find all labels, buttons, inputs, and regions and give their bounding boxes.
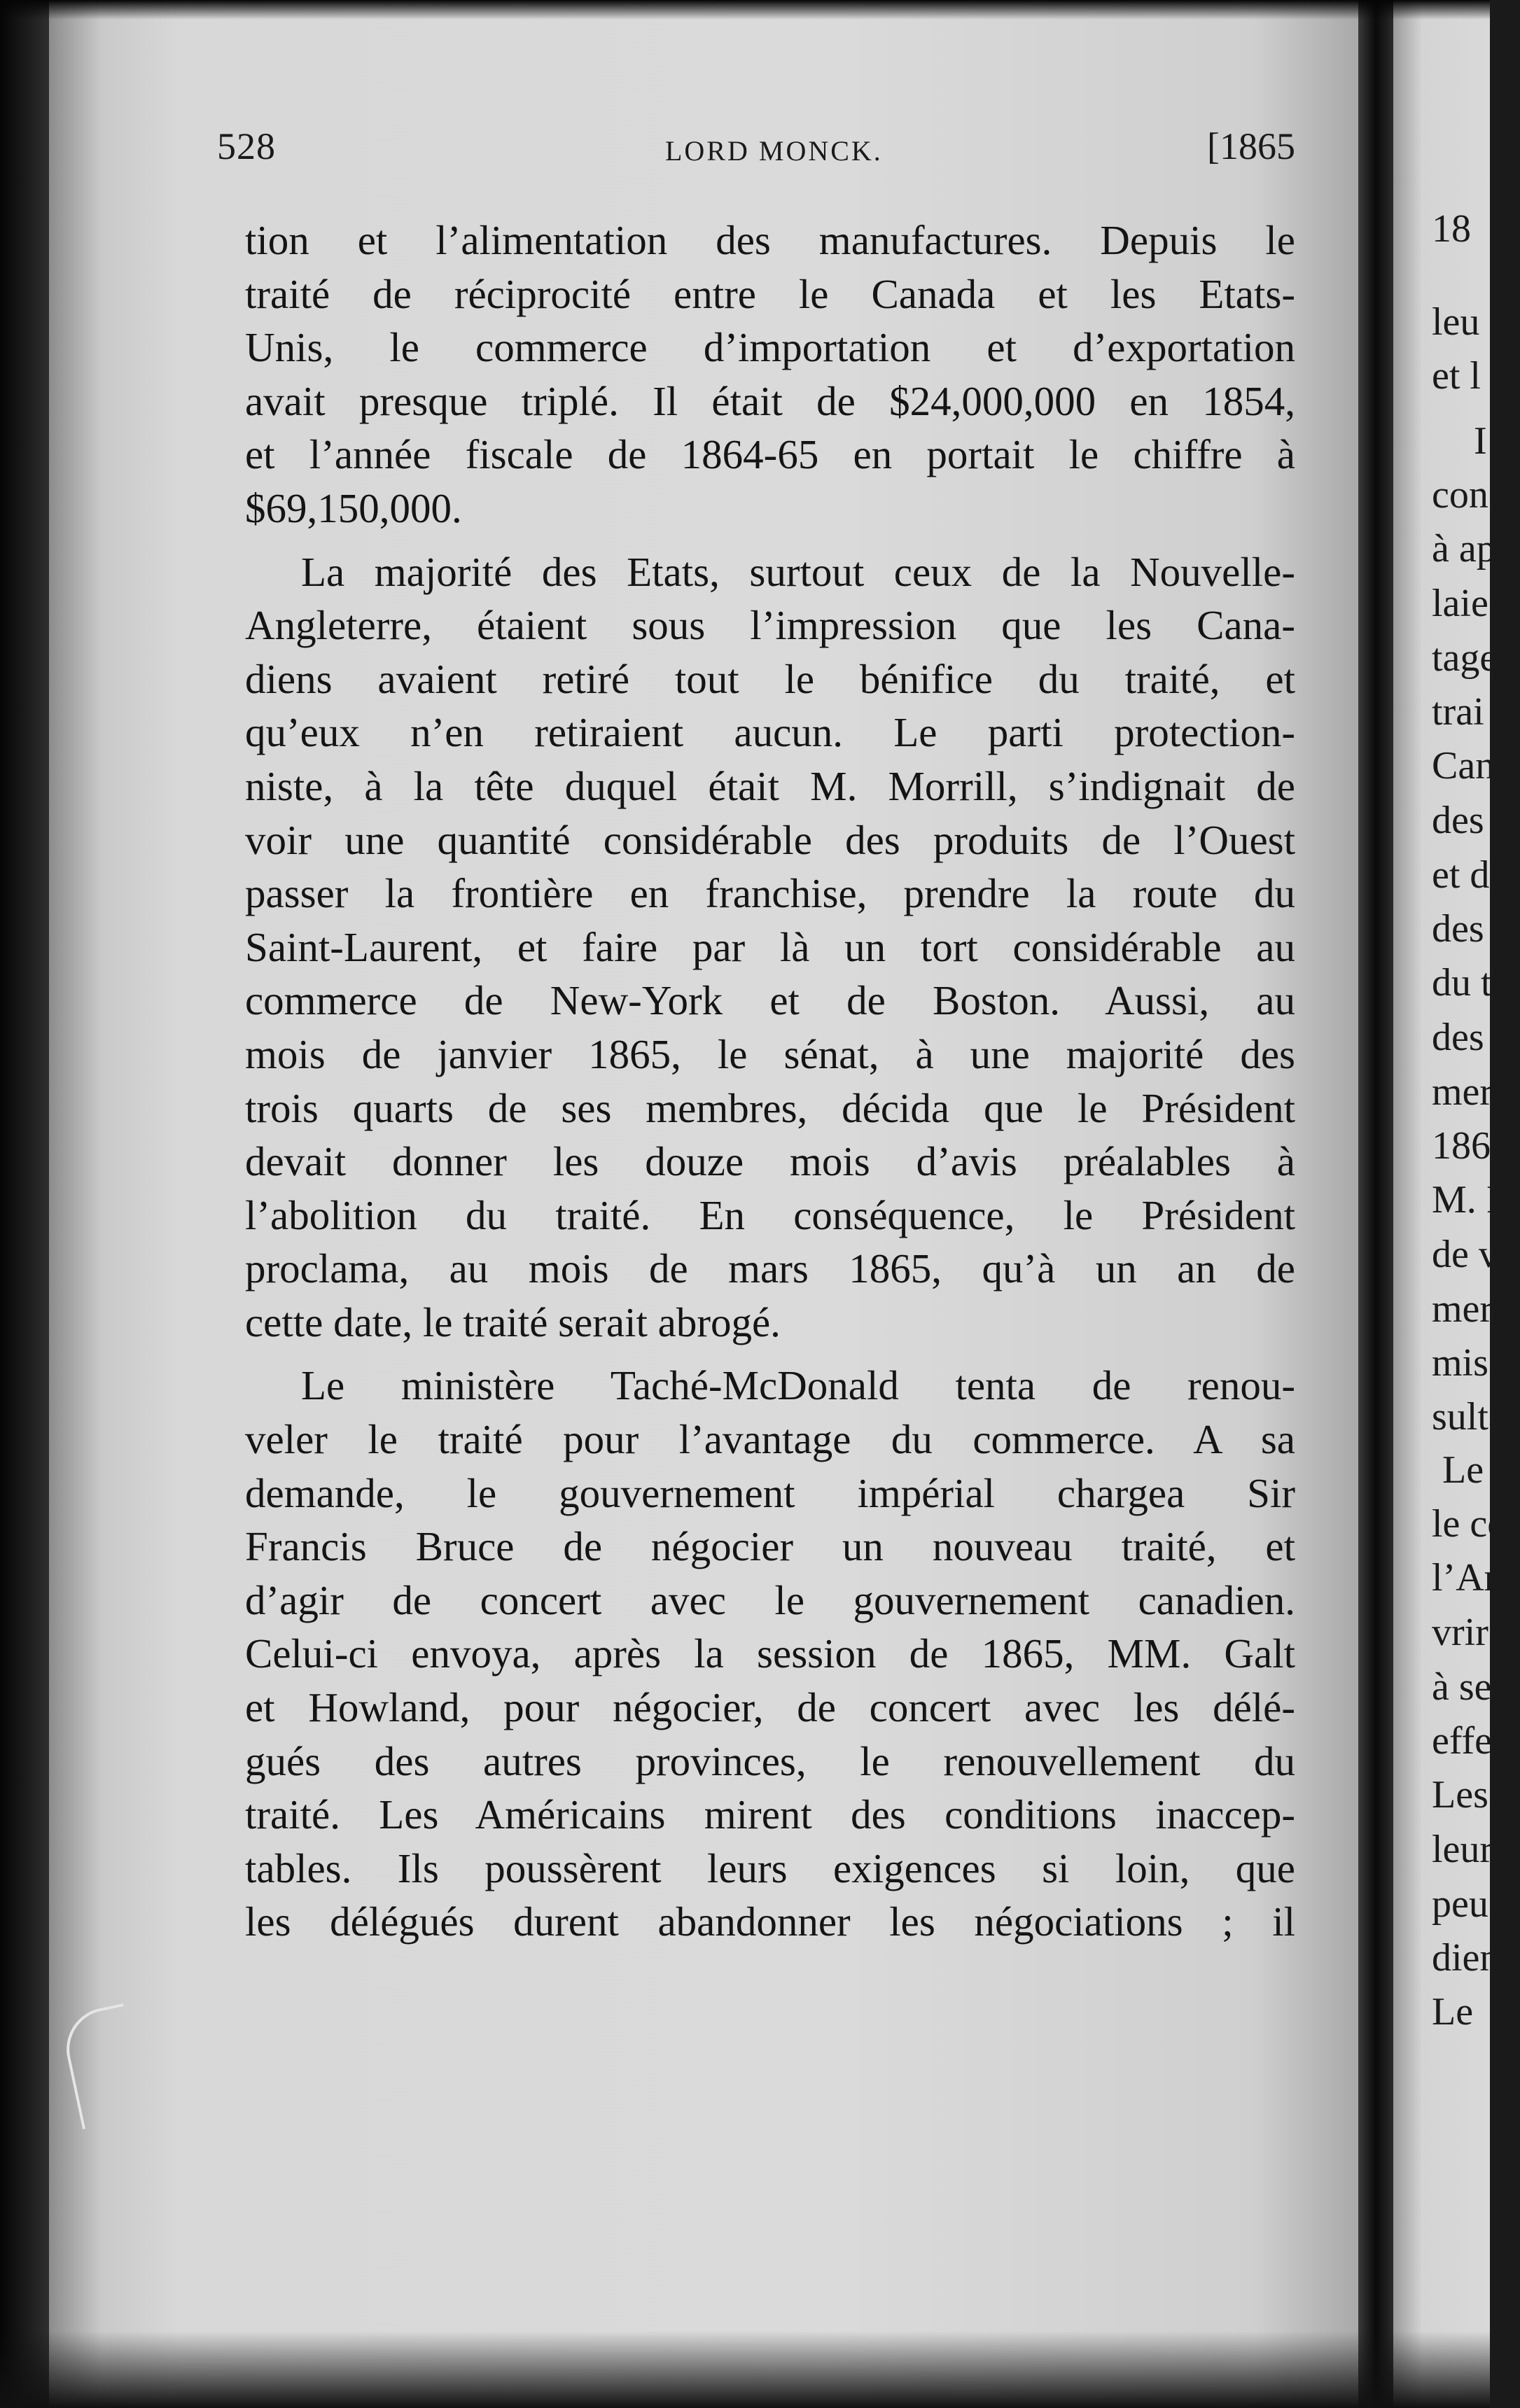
- text-line: Angleterre, étaient sous l’impression que les Cana-: [245, 602, 1295, 649]
- text-line: Unis, le commerce d’importation et d’exportation: [245, 324, 1295, 371]
- adjacent-fragment: 1865: [1432, 1124, 1510, 1168]
- text-line: devait donner les douze mois d’avis préalables à: [245, 1138, 1295, 1185]
- adjacent-page-header: 18: [1432, 207, 1471, 251]
- scan-bottom-shadow: [0, 2331, 1490, 2408]
- adjacent-fragment: des: [1432, 799, 1484, 842]
- adjacent-fragment: leur: [1432, 1828, 1493, 1871]
- text-line: La majorité des Etats, surtout ceux de la Nouvelle-: [301, 548, 1295, 595]
- adjacent-fragment: le co: [1432, 1502, 1507, 1546]
- text-line: tables. Ils poussèrent leurs exigences si loin, que: [245, 1844, 1295, 1891]
- adjacent-fragment: du t: [1432, 961, 1492, 1004]
- adjacent-fragment: M. I: [1432, 1178, 1500, 1222]
- adjacent-fragment: tage: [1432, 636, 1498, 680]
- adjacent-fragment: sulta: [1432, 1395, 1506, 1438]
- text-line: Celui-ci envoya, après la session de 1865, MM. Galt: [245, 1630, 1295, 1677]
- text-line: et l’année fiscale de 1864-65 en portait le chiffre à: [245, 431, 1295, 478]
- text-line: tion et l’alimentation des manufactures. Depuis le: [245, 217, 1295, 263]
- adjacent-fragment: trai: [1432, 690, 1484, 734]
- adjacent-fragment: à ap: [1432, 527, 1496, 570]
- adjacent-fragment: laie: [1432, 582, 1488, 625]
- text-line: l’abolition du traité. En conséquence, le Président: [245, 1191, 1295, 1238]
- adjacent-fragment: con: [1432, 473, 1488, 517]
- text-line: avait presque triplé. Il était de $24,000,000 en 1854,: [245, 377, 1295, 424]
- adjacent-fragment: Les: [1432, 1773, 1488, 1816]
- adjacent-fragment: merc: [1432, 1287, 1510, 1331]
- adjacent-fragment: à se: [1432, 1665, 1492, 1709]
- adjacent-fragment: Le: [1432, 1990, 1474, 2033]
- adjacent-fragment: l’Am: [1432, 1556, 1515, 1600]
- adjacent-fragment: merc: [1432, 1070, 1510, 1114]
- text-line: Francis Bruce de négocier un nouveau traité, et: [245, 1523, 1295, 1570]
- text-line: qu’eux n’en retiraient aucun. Le parti protection-: [245, 709, 1295, 756]
- text-line: cette date, le traité serait abrogé.: [245, 1298, 781, 1345]
- running-head: [217, 119, 1295, 182]
- text-line: les délégués durent abandonner les négociations ; il: [245, 1898, 1295, 1945]
- adjacent-fragment: leu: [1432, 300, 1480, 344]
- text-line: veler le traité pour l’avantage du commerce. A sa: [245, 1416, 1295, 1463]
- running-year: [1865: [1207, 125, 1295, 167]
- text-line: Saint-Laurent, et faire par là un tort considérable au: [245, 923, 1295, 970]
- text-line: passer la frontière en franchise, prendre la route du: [245, 870, 1295, 917]
- adjacent-fragment: effect: [1432, 1719, 1520, 1763]
- page-number: 528: [217, 125, 276, 167]
- adjacent-fragment: diens: [1432, 1936, 1515, 1980]
- adjacent-fragment: I: [1474, 419, 1487, 463]
- text-line: gués des autres provinces, le renouvellement du: [245, 1737, 1295, 1784]
- adjacent-fragment: miss: [1432, 1341, 1504, 1385]
- adjacent-fragment: de v: [1432, 1233, 1498, 1276]
- adjacent-fragment: des: [1432, 1016, 1484, 1059]
- text-line: diens avaient retiré tout le bénifice du traité, et: [245, 655, 1295, 702]
- text-line: niste, à la tête duquel était M. Morrill, s’indignait de: [245, 762, 1295, 809]
- book-gutter: [1358, 0, 1393, 2408]
- adjacent-fragment: vrire: [1432, 1611, 1506, 1654]
- text-line: demande, le gouvernement impérial chargea Sir: [245, 1469, 1295, 1516]
- text-line: proclama, au mois de mars 1865, qu’à un an de: [245, 1245, 1295, 1292]
- adjacent-fragment: et d: [1432, 853, 1490, 897]
- adjacent-fragment: des p: [1432, 907, 1514, 951]
- paragraph-gap: [245, 536, 1295, 545]
- text-line: et Howland, pour négocier, de concert avec les délé-: [245, 1684, 1295, 1731]
- running-title: LORD MONCK.: [665, 135, 883, 167]
- adjacent-fragment: peu ;: [1432, 1882, 1509, 1926]
- adjacent-fragment: Can: [1432, 744, 1495, 788]
- text-line: mois de janvier 1865, le sénat, à une majorité des: [245, 1030, 1295, 1077]
- text-line: traité. Les Américains mirent des conditions inaccep-: [245, 1791, 1295, 1838]
- text-line: voir une quantité considérable des produits de l’Ouest: [245, 816, 1295, 863]
- adjacent-fragment: Le: [1442, 1448, 1484, 1492]
- adjacent-fragment: et l: [1432, 354, 1481, 398]
- text-line: d’agir de concert avec le gouvernement canadien.: [245, 1576, 1295, 1623]
- text-line: traité de réciprocité entre le Canada et les Etats-: [245, 270, 1295, 317]
- text-line: trois quarts de ses membres, décida que le Président: [245, 1084, 1295, 1131]
- paragraph-gap: [245, 1349, 1295, 1359]
- text-line: Le ministère Taché-McDonald tenta de renou-: [301, 1362, 1295, 1409]
- text-line: $69,150,000.: [245, 484, 462, 531]
- text-line: commerce de New-York et de Boston. Aussi, au: [245, 977, 1295, 1024]
- body-text: [245, 214, 1295, 1949]
- scan-top-shadow: [0, 0, 1490, 20]
